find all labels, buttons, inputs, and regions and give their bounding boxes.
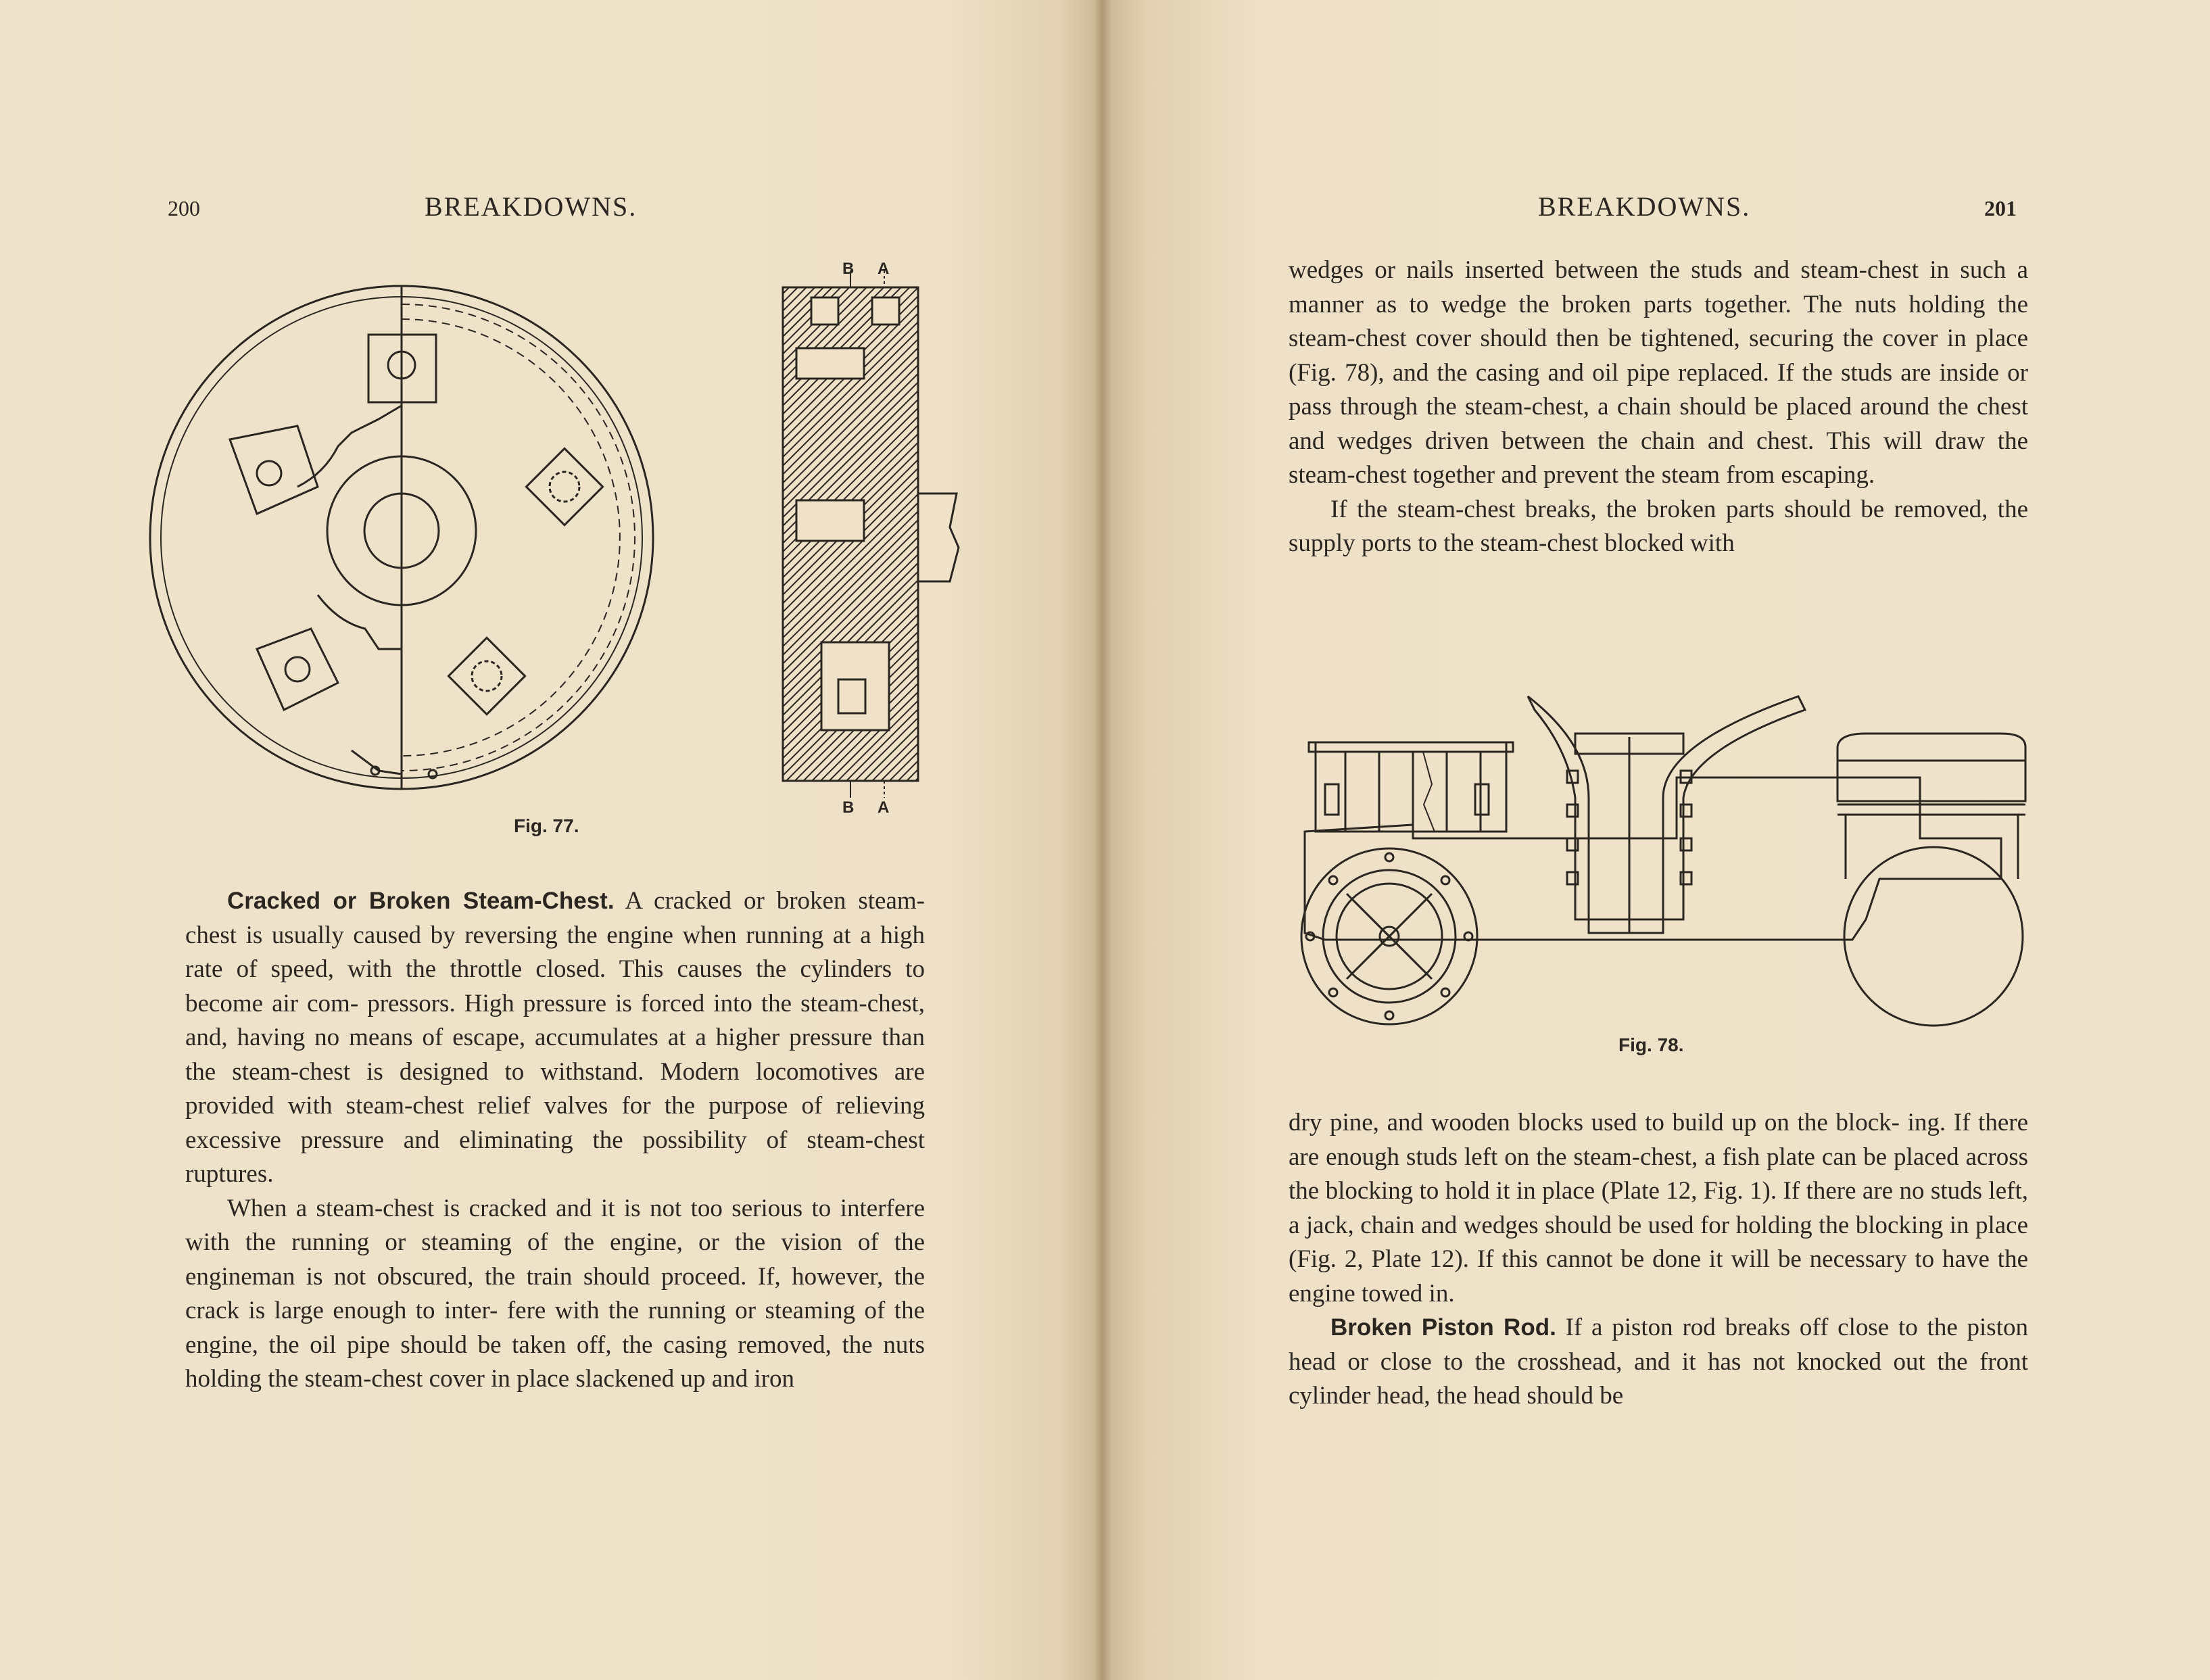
text-line: eliminating the possibility of steam-chest ruptures. bbox=[185, 1126, 925, 1188]
text-line: casing and oil pipe replaced. If the studs are inside or bbox=[1475, 358, 2028, 387]
text-line: the steam from escaping. bbox=[1625, 461, 1875, 489]
text-line: the vision of the engineman is not obscured, the train should bbox=[185, 1228, 925, 1291]
text-line: When a steam-chest is cracked and it is not too serious bbox=[227, 1194, 803, 1222]
piston-section-view bbox=[783, 270, 959, 798]
text-line: closed. This causes the cylinders to become air com- bbox=[185, 955, 926, 1017]
text-line: around the chest and wedges driven between the chain and bbox=[1289, 393, 2028, 455]
section-heading: Cracked or Broken Steam-Chest. bbox=[227, 888, 615, 914]
text-line: chest. This will draw the steam-chest together and prevent bbox=[1289, 427, 2028, 489]
running-head-right: BREAKDOWNS. bbox=[1538, 191, 1751, 222]
text-line: chain and wedges should be used for holding the blocking bbox=[1360, 1211, 1944, 1239]
fig-77-label-b-bottom: B bbox=[842, 798, 855, 817]
text-line: knocked out the front cylinder head, the head should be bbox=[1289, 1347, 2029, 1410]
paragraph bbox=[1289, 1311, 2028, 1414]
page-number-left: 200 bbox=[168, 196, 200, 220]
text-line: place (Plate 12, Fig. 1). If there are no studs left, a jack, bbox=[1289, 1177, 2028, 1239]
text-line: If the steam-chest breaks, the broken parts should be bbox=[1330, 495, 1885, 523]
text-line: pressors. High pressure is forced into the steam-chest, bbox=[367, 989, 926, 1017]
running-head-left: BREAKDOWNS. bbox=[425, 191, 638, 222]
text-line: dry pine, and wooden blocks used to build up on the block- bbox=[1289, 1109, 1900, 1136]
fig-78-illustration bbox=[1102, 0, 2210, 1082]
fig-78-caption: Fig. 78. bbox=[1618, 1034, 1684, 1055]
text-line: If a piston rod breaks off close bbox=[1556, 1314, 1890, 1341]
left-body-text bbox=[185, 884, 925, 1397]
text-line: broken steam-chest is usually caused by reversing the engine bbox=[185, 887, 925, 949]
text-line: The nuts holding the steam-chest cover should then be bbox=[1289, 290, 2028, 352]
text-line: wedges or nails inserted between the studs and steam-chest bbox=[1289, 256, 1919, 284]
text-line: fere with the running or steaming of the engine, the oil bbox=[185, 1297, 925, 1359]
text-line: when running at a high rate of speed, with the throttle bbox=[185, 921, 925, 983]
left-page bbox=[0, 0, 1102, 1680]
text-line: to interfere with the running or steaming of the engine, or bbox=[185, 1194, 925, 1256]
page-number-right: 201 bbox=[1984, 196, 2017, 220]
text-line: proceed. If, however, the crack is large enough to inter- bbox=[185, 1262, 926, 1324]
text-line: in place (Fig. 2, Plate 12). If this cannot be done it will bbox=[1289, 1211, 2029, 1273]
paragraph bbox=[185, 884, 925, 1192]
text-line: tightened, securing the cover in place (Fig. 78), and the bbox=[1289, 325, 2028, 387]
text-line: holding the steam-chest cover in place slackened up and iron bbox=[185, 1365, 795, 1393]
right-body-text-bottom bbox=[1289, 1106, 2028, 1414]
text-line: fish plate can be placed across the blocking to hold it in bbox=[1289, 1143, 2028, 1205]
text-line: pressure than the steam-chest is designed to withstand. bbox=[185, 1024, 925, 1086]
text-line: pipe should be taken off, the casing removed, the nuts bbox=[347, 1330, 925, 1359]
text-line: Modern locomotives are provided with steam-chest relief bbox=[185, 1057, 925, 1120]
fig-77-label-a-bottom: A bbox=[878, 798, 890, 817]
right-page bbox=[1102, 0, 2210, 1680]
text-line: pass through the steam-chest, a chain should be placed bbox=[1289, 393, 1852, 421]
book-gutter bbox=[1094, 0, 1111, 1680]
text-line: be necessary to have the engine towed in. bbox=[1289, 1245, 2029, 1307]
text-line: valves for the purpose of relieving excessive pressure and bbox=[185, 1092, 926, 1154]
fig-77-label-b-top: B bbox=[842, 260, 855, 278]
text-line: to the piston head or close to the crosshead, and it has not bbox=[1289, 1314, 2028, 1376]
fig-77-caption: Fig. 77. bbox=[514, 815, 579, 836]
paragraph bbox=[1289, 1106, 2028, 1311]
text-line: A cracked or bbox=[614, 887, 765, 915]
text-line: ing. If there are enough studs left on the steam-chest, a bbox=[1289, 1109, 2029, 1171]
fig-77-illustration bbox=[0, 0, 1102, 838]
fig-77-label-a-top: A bbox=[878, 260, 890, 278]
text-line: removed, the supply ports to the steam-chest blocked with bbox=[1289, 495, 2029, 557]
paragraph bbox=[185, 1192, 925, 1397]
piston-face-view bbox=[150, 286, 653, 789]
text-line: in such a manner as to wedge the broken parts together. bbox=[1289, 256, 2028, 318]
text-line: and, having no means of escape, accumulates at a higher bbox=[185, 1024, 780, 1051]
section-heading: Broken Piston Rod. bbox=[1330, 1314, 1556, 1341]
